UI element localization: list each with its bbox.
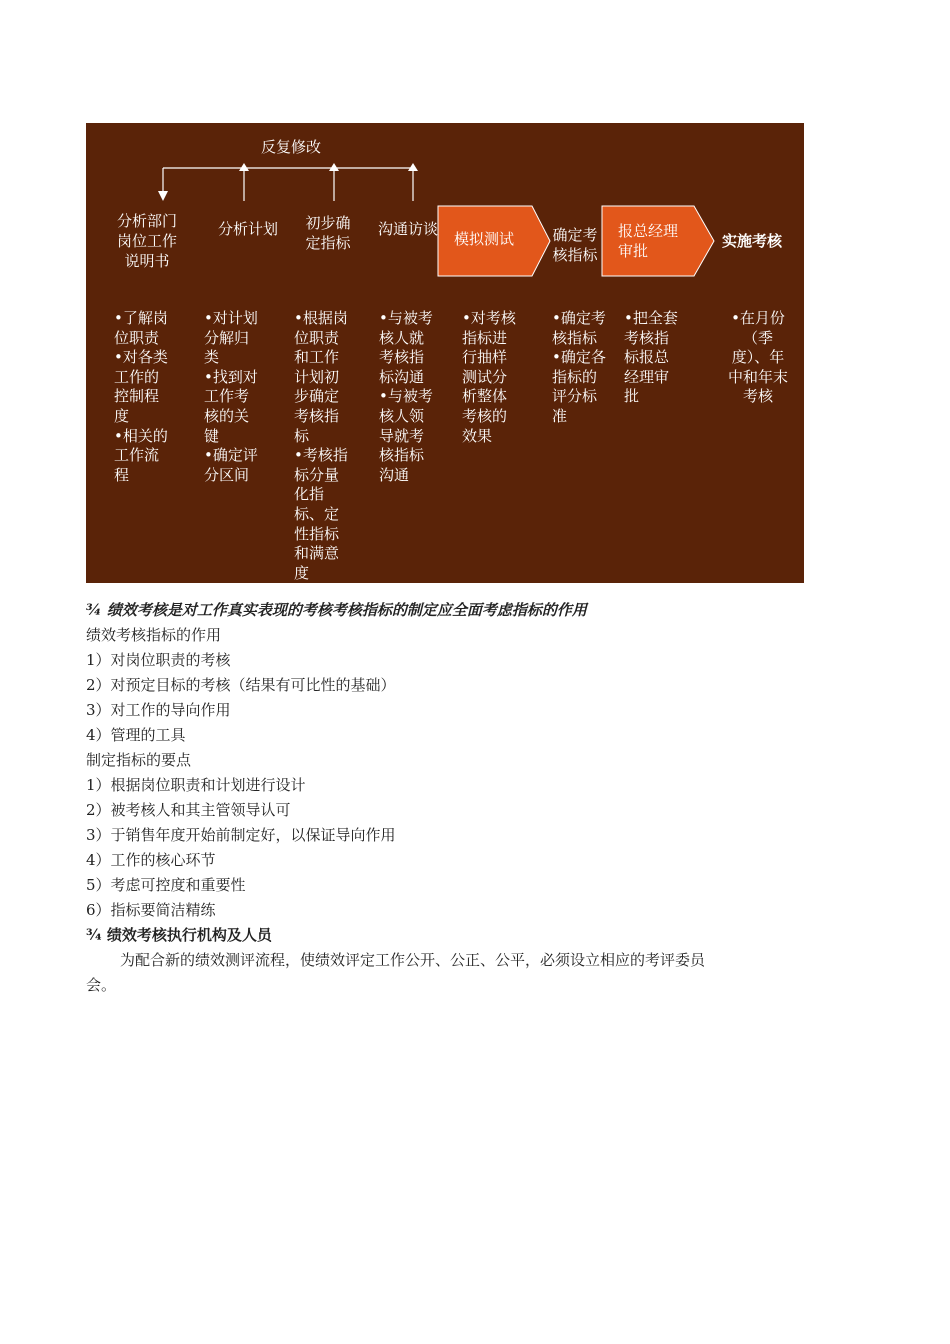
step-confirm-indicators: 确定考 核指标: [552, 226, 598, 264]
detail-item: •把全套 考核指 标报总 经理审 批: [624, 309, 678, 406]
detail-item: •对考核 指标进 行抽样 测试分 析整体 考核的 效果: [462, 309, 516, 445]
list-item: 5）考虑可控度和重要性: [86, 876, 246, 894]
feedback-label: 反复修改: [261, 138, 322, 156]
step-communication: 沟通访谈: [377, 220, 438, 238]
detail-item: •在月份 （季 度）、年 中和年末 考核: [727, 309, 788, 406]
step-implement: 实施考核: [721, 232, 782, 250]
section-heading-2: [86, 923, 806, 948]
detail-column-3: [294, 309, 348, 583]
process-diagram: [86, 123, 804, 583]
detail-item: •确定考 核指标: [552, 309, 606, 347]
list-item: 2）对预定目标的考核（结果有可比性的基础）: [86, 676, 396, 694]
feedback-arrows: [86, 123, 804, 583]
document-text: [86, 598, 806, 998]
detail-item: •了解岗 位职责: [114, 309, 168, 347]
detail-column-7: [624, 309, 678, 407]
body-paragraph: 为配合新的绩效测评流程，使绩效评定工作公开、公正、公平，必须设立相应的考评委员会。: [86, 951, 706, 994]
list-item: 6）指标要简洁精练: [86, 901, 216, 919]
list-item: 4）工作的核心环节: [86, 851, 216, 869]
step-simulation-test: 模拟测试: [454, 230, 515, 248]
list-item: 3）于销售年度开始前制定好，以保证导向作用: [86, 826, 396, 844]
detail-item: •相关的 工作流 程: [114, 426, 168, 484]
detail-item: •确定各 指标的 评分标 准: [552, 348, 606, 425]
detail-item: •找到对 工作考 核的关 键: [204, 367, 258, 445]
step-initial-indicators: 初步确 定指标: [305, 214, 351, 252]
detail-column-2: [204, 309, 258, 485]
list-item: 1）对岗位职责的考核: [86, 651, 231, 669]
detail-column-8: [722, 309, 794, 407]
detail-item: •根据岗 位职责 和工作 计划初 步确定 考核指 标: [294, 309, 348, 445]
detail-column-6: [552, 309, 606, 427]
step-gm-approval: 报总经理 审批: [618, 222, 679, 260]
detail-item: •与被考 核人就 考核指 标沟通: [379, 309, 433, 386]
list-item: 3）对工作的导向作用: [86, 701, 231, 719]
list-item: 2）被考核人和其主管领导认可: [86, 801, 291, 819]
detail-column-5: [462, 309, 516, 446]
detail-item: •对各类 工作的 控制程 度: [114, 348, 168, 425]
detail-column-4: [379, 309, 433, 485]
heading-marker: ¾: [86, 601, 102, 619]
section-heading-1: [86, 598, 806, 623]
detail-item: •确定评 分区间: [204, 446, 258, 484]
step-analyze-plan: 分析计划: [217, 220, 278, 238]
list-item: 1）根据岗位职责和计划进行设计: [86, 776, 306, 794]
detail-column-1: [114, 309, 168, 485]
heading-text: 绩效考核是对工作真实表现的考核考核指标的制定应全面考虑指标的作用: [106, 601, 587, 619]
detail-item: •对计划 分解归 类: [204, 309, 258, 367]
subheading-indicator-points: 制定指标的要点: [86, 751, 192, 769]
detail-item: •与被考 核人领 导就考 核指标 沟通: [379, 387, 433, 484]
heading-text: 绩效考核执行机构及人员: [106, 926, 272, 944]
heading-marker: ¾: [86, 926, 102, 944]
detail-item: •考核指 标分量 化指 标、定 性指标 和满意 度: [294, 446, 348, 582]
subheading-indicator-roles: 绩效考核指标的作用: [86, 626, 222, 644]
list-item: 4）管理的工具: [86, 726, 186, 744]
step-analyze-duties: 分析部门 岗位工作 说明书: [116, 212, 177, 270]
